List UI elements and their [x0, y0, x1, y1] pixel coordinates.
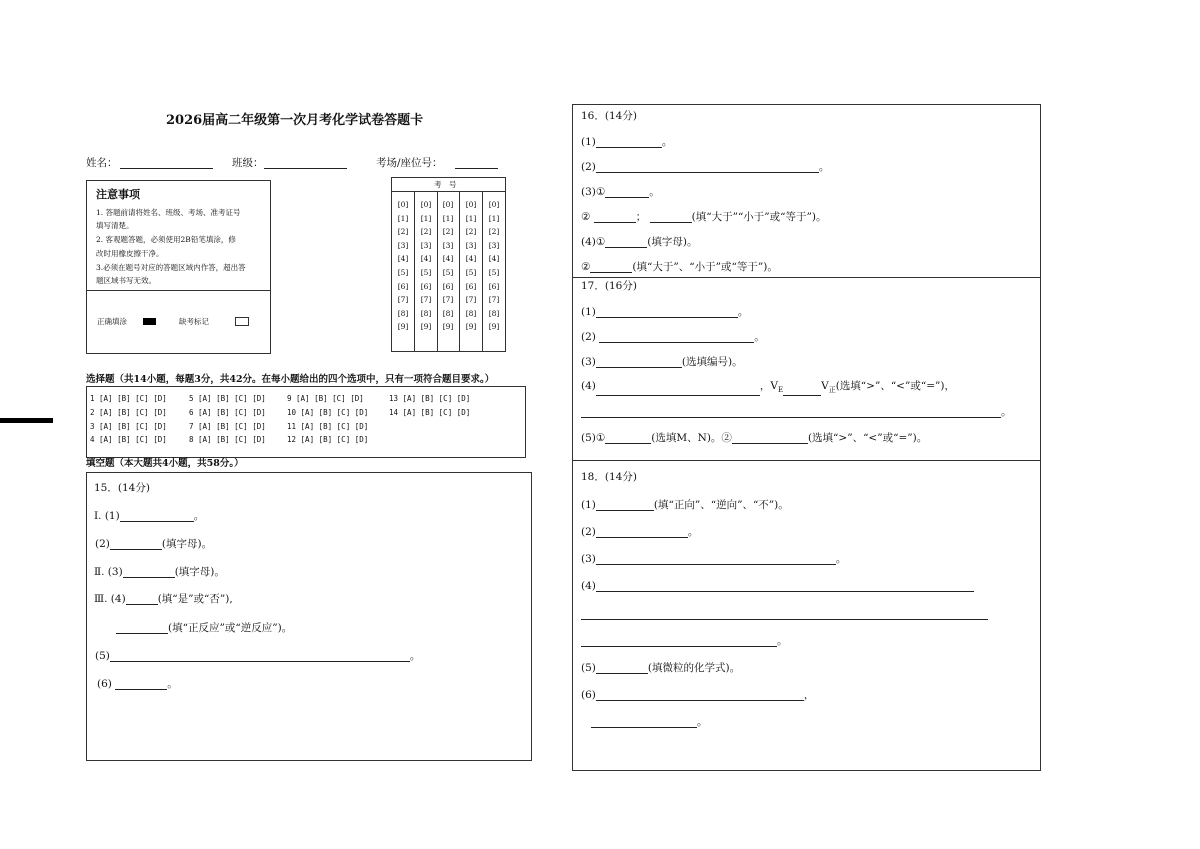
exam-digit-column[interactable]: [0] [1] [2] [3] [4] [5] [6] [7] [8] [9] [465, 200, 477, 332]
q18-line: 。 [591, 716, 708, 728]
answer-blank[interactable] [581, 608, 988, 620]
margin-bar [0, 418, 53, 423]
absent-mark-label: 缺考标记 [179, 317, 209, 326]
page-title: 2026届高二年级第一次月考化学试卷答题卡 [166, 113, 424, 128]
seat-field[interactable] [455, 157, 498, 169]
q16-line: (2) 。 [581, 161, 830, 173]
q15-line: (填“正反应”或“逆反应”)。 [116, 622, 292, 634]
q18-line: (6) ， [581, 689, 815, 701]
seat-label: 考场/座位号： [376, 157, 443, 169]
q15-line: Ⅱ. (3) (填字母)。 [94, 566, 225, 578]
notice-box [86, 180, 271, 354]
notice-line: 改时用橡皮擦干净。 [96, 249, 164, 258]
notice-divider [87, 290, 270, 291]
q18-head: 18．(14分) [581, 471, 637, 483]
answer-blank[interactable] [591, 716, 697, 728]
answer-blank[interactable] [115, 678, 167, 690]
grid-header-divider [392, 191, 505, 192]
absent-mark-checkbox[interactable] [235, 317, 249, 326]
answer-blank[interactable] [596, 136, 662, 148]
q17-section [572, 277, 1041, 460]
correct-fill-sample [143, 318, 156, 325]
choice-column[interactable]: 13 [A] [B] [C] [D] 14 [A] [B] [C] [D] [389, 394, 471, 417]
answer-blank[interactable] [596, 580, 974, 592]
q16-line: ② ； (填“大于”“小于”或“等于”)。 [581, 211, 827, 223]
answer-blank[interactable] [581, 406, 1001, 418]
q18-section [572, 460, 1041, 771]
answer-blank[interactable] [596, 526, 688, 538]
q15-line: (2) (填字母)。 [95, 538, 213, 550]
notice-line: 填写清楚。 [96, 221, 134, 230]
name-field[interactable] [120, 157, 213, 169]
answer-blank[interactable] [783, 384, 821, 396]
q18-line: (3) 。 [581, 553, 847, 565]
answer-blank[interactable] [596, 384, 760, 396]
answer-blank[interactable] [650, 211, 692, 223]
q15-line: Ⅰ. (1) 。 [94, 510, 205, 522]
fill-instruction: 填空题（本大题共4小题，共58分。） [86, 458, 244, 469]
correct-fill-label: 正确填涂 [97, 317, 127, 326]
notice-heading: 注意事项 [96, 188, 140, 201]
answer-blank[interactable] [605, 432, 651, 444]
answer-blank[interactable] [605, 236, 647, 248]
choice-column[interactable]: 1 [A] [B] [C] [D] 2 [A] [B] [C] [D] 3 [A] [B] [C] [D] 4 [A] [B] [C] [D] [90, 394, 167, 445]
choice-instruction: 选择题（共14小题，每题3分，共42分。在每小题给出的四个选项中，只有一项符合题目要求。） [86, 374, 495, 385]
answer-blank[interactable] [110, 538, 162, 550]
class-field[interactable] [264, 157, 347, 169]
choice-box [86, 386, 526, 458]
q16-line: (4)① (填字母)。 [581, 236, 698, 248]
q18-line [581, 608, 988, 620]
answer-blank[interactable] [594, 211, 636, 223]
answer-blank[interactable] [596, 161, 819, 173]
exam-number-header: 考 号 [434, 180, 457, 189]
notice-line: 2. 客观题答题，必须使用2B铅笔填涂，修 [96, 235, 236, 244]
answer-blank[interactable] [110, 650, 410, 662]
name-label: 姓名： [86, 157, 118, 169]
exam-digit-column[interactable]: [0] [1] [2] [3] [4] [5] [6] [7] [8] [9] [420, 200, 432, 332]
q15-line: Ⅲ. (4) (填“是”或“否”), [94, 593, 233, 605]
answer-blank[interactable] [596, 499, 654, 511]
exam-digit-column[interactable]: [0] [1] [2] [3] [4] [5] [6] [7] [8] [9] [442, 200, 454, 332]
class-label: 班级： [232, 157, 264, 169]
answer-blank[interactable] [732, 432, 808, 444]
exam-digit-column[interactable]: [0] [1] [2] [3] [4] [5] [6] [7] [8] [9] [488, 200, 500, 332]
choice-column[interactable]: 9 [A] [B] [C] [D] 10 [A] [B] [C] [D] 11 [A] [B] [C] [D] 12 [A] [B] [C] [D] [287, 394, 369, 445]
answer-blank[interactable] [581, 635, 777, 647]
answer-blank[interactable] [590, 261, 632, 273]
q18-line: (5) (填微粒的化学式)。 [581, 662, 741, 674]
answer-blank[interactable] [120, 510, 194, 522]
q17-line: (5)① (选填M、N)。② (选填“>”、“<”或“=”)。 [581, 432, 928, 444]
answer-blank[interactable] [116, 622, 168, 634]
notice-line: 3.必须在题号对应的答题区域内作答，超出答 [96, 263, 246, 272]
q16-section [572, 104, 1041, 277]
answer-blank[interactable] [596, 553, 836, 565]
answer-blank[interactable] [605, 186, 649, 198]
notice-line: 1. 答题前请将姓名、班级、考场、准考证号 [96, 208, 241, 217]
answer-blank[interactable] [599, 331, 754, 343]
q16-line: ② (填“大于”、“小于”或“等于”)。 [581, 261, 778, 273]
q15-line: (5) 。 [95, 650, 421, 662]
q16-head: 16．(14分) [581, 110, 637, 122]
exam-digit-column[interactable]: [0] [1] [2] [3] [4] [5] [6] [7] [8] [9] [397, 200, 409, 332]
q15-head: 15．(14分) [94, 482, 150, 494]
q18-line: (1) (填“正向”、“逆向”、“不”)。 [581, 499, 789, 511]
answer-blank[interactable] [596, 356, 682, 368]
q17-line: (3) (选填编号)。 [581, 356, 743, 368]
answer-blank[interactable] [123, 566, 175, 578]
answer-blank[interactable] [596, 662, 648, 674]
q15-line: (6) 。 [97, 678, 178, 690]
q18-line: 。 [581, 635, 788, 647]
answer-blank[interactable] [126, 593, 158, 605]
q18-line: (2) 。 [581, 526, 699, 538]
q18-line: (4) [581, 580, 974, 592]
q17-line: (1) 。 [581, 306, 749, 318]
choice-column[interactable]: 5 [A] [B] [C] [D] 6 [A] [B] [C] [D] 7 [A] [B] [C] [D] 8 [A] [B] [C] [D] [189, 394, 266, 445]
q17-head: 17．(16分) [581, 280, 637, 292]
q15-box [86, 472, 532, 761]
exam-number-grid [391, 177, 506, 352]
q17-line: 。 [581, 406, 1012, 418]
notice-line: 题区域书写无效。 [96, 276, 156, 285]
answer-blank[interactable] [596, 689, 804, 701]
answer-blank[interactable] [596, 306, 738, 318]
q16-line: (3)① 。 [581, 186, 660, 198]
q17-line: (2) 。 [581, 331, 765, 343]
q17-line: (4) ，$V_E$ $V_正$(选填“>”、“<”或“=”)， [581, 380, 955, 395]
q16-line: (1) 。 [581, 136, 673, 148]
